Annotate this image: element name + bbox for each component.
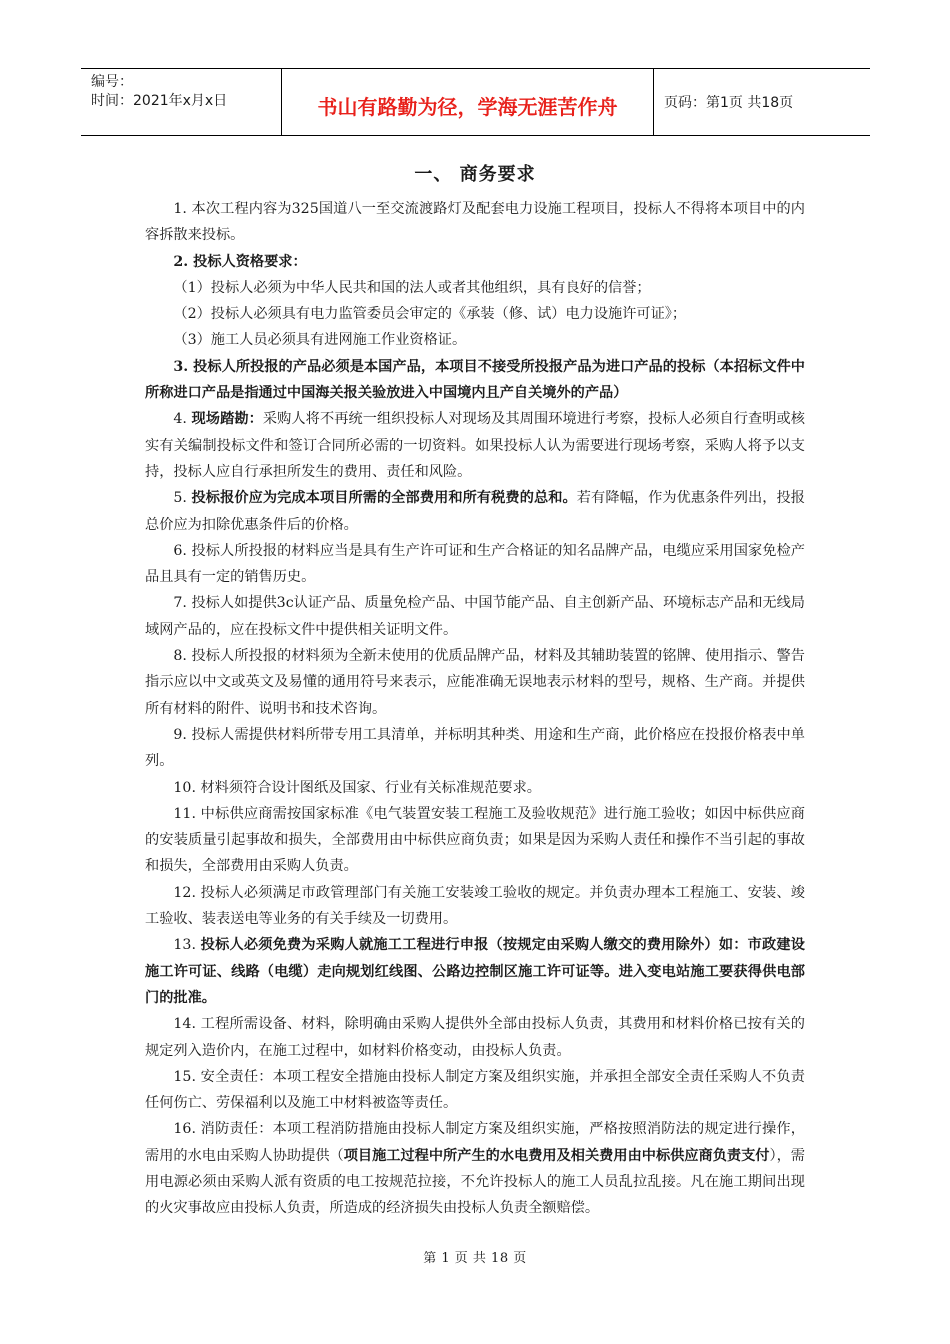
paragraph-6: 6. 投标人所投报的材料应当是具有生产许可证和生产合格证的知名品牌产品，电缆应采用国家免检产品且具有一定的销售历史。 (145, 542, 805, 586)
paragraph-13: 13. 投标人必须免费为采购人就施工工程进行申报（按规定由采购人缴交的费用除外）如：市政建设施工许可证、线路（电缆）走向规划红线图、公路边控制区施工许可证等。进入变电站施工要获得供电部门的批准。 (145, 937, 805, 1006)
paragraph-8: 8. 投标人所投报的材料须为全新未使用的优质品牌产品，材料及其辅助装置的铭牌、使用指示、警告指示应以中文或英文及易懂的通用符号来表示，应能准确无误地表示材料的型号，规格、生产商。并提供所有材料的附件、说明书和技术咨询。 (145, 648, 805, 717)
paragraph-4: 4. 现场踏勘：采购人将不再统一组织投标人对现场及其周围环境进行考察，投标人必须自行查明或核实有关编制投标文件和签订合同所必需的一切资料。如果投标人认为需要进行现场考察，采购人将予以支持，投标人应自行承担所发生的费用、责任和风险。 (145, 411, 805, 480)
paragraph-1: 1. 本次工程内容为325国道八一至交流渡路灯及配套电力设施工程项目，投标人不得将本项目中的内容拆散来投标。 (145, 201, 805, 244)
paragraph-5: 5. 投标报价应为完成本项目所需的全部费用和所有税费的总和。若有降幅，作为优惠条件列出，投报总价应为扣除优惠条件后的价格。 (145, 490, 805, 533)
paragraph-10: 10. 材料须符合设计图纸及国家、行业有关标准规范要求。 (173, 779, 541, 796)
paragraph-2: 2. 投标人资格要求： (173, 253, 307, 270)
document-body (145, 196, 805, 1222)
document-time-label: 时间：2021年x月x日 (91, 93, 228, 109)
paragraph-12: 12. 投标人必须满足市政管理部门有关施工安装竣工验收的规定。并负责办理本工程施工、安装、竣工验收、装表送电等业务的有关手续及一切费用。 (145, 884, 805, 928)
paragraph-11: 11. 中标供应商需按国家标准《电气装置安装工程施工及验收规范》进行施工验收；如因中标供应商的安装质量引起事故和损失，全部费用由中标供应商负责；如果是因为采购人责任和操作不当引起的事故和损失，全部费用由采购人负责。 (145, 805, 805, 875)
paragraph-16: 16. 消防责任：本项工程消防措施由投标人制定方案及组织实施，严格按照消防法的规定进行操作，需用的水电由采购人协助提供（项目施工过程中所产生的水电费用及相关费用由中标供应商负责支付），需用电源必须由采购人派有资质的电工按规范拉接，不允许投标人的施工人员乱拉乱接。凡在施工期间出现的火灾事故应由投标人负责，所造成的经济损失由投标人负责全额赔偿。 (145, 1121, 805, 1217)
paragraph-15: 15. 安全责任：本项工程安全措施由投标人制定方案及组织实施，并承担全部安全责任采购人不负责任何伤亡、劳保福利以及施工中材料被盗等责任。 (145, 1068, 805, 1112)
document-number-label: 编号： (91, 74, 133, 90)
section-title: 一、 商务要求 (414, 164, 536, 185)
paragraph-2-item-2: （2）投标人必须具有电力监管委员会审定的《承装（修、试）电力设施许可证》； (173, 306, 687, 323)
header-motto: 书山有路勤为径，学海无涯苦作舟 (282, 69, 654, 135)
header-meta (81, 69, 282, 135)
paragraph-3: 3. 投标人所投报的产品必须是本国产品，本项目不接受所投报产品为进口产品的投标（本招标文件中所称进口产品是指通过中国海关报关验放进入中国境内且产自关境外的产品） (145, 358, 805, 402)
paragraph-2-item-1: （1）投标人必须为中华人民共和国的法人或者其他组织，具有良好的信誉； (173, 279, 651, 296)
page-footer: 第 1 页 共 18 页 (423, 1251, 527, 1266)
header-page-label: 页码：第1页 共18页 (664, 95, 794, 111)
paragraph-14: 14. 工程所需设备、材料，除明确由采购人提供外全部由投标人负责，其费用和材料价格已按有关的规定列入造价内，在施工过程中，如材料价格变动，由投标人负责。 (145, 1016, 805, 1059)
paragraph-7: 7. 投标人如提供3c认证产品、质量免检产品、中国节能产品、自主创新产品、环境标志产品和无线局域网产品的，应在投标文件中提供相关证明文件。 (145, 595, 805, 638)
page-header (81, 68, 870, 136)
paragraph-2-item-3: （3）施工人员必须具有进网施工作业资格证。 (173, 332, 467, 349)
paragraph-9: 9. 投标人需提供材料所带专用工具清单，并标明其种类、用途和生产商，此价格应在投报价格表中单列。 (145, 726, 805, 770)
